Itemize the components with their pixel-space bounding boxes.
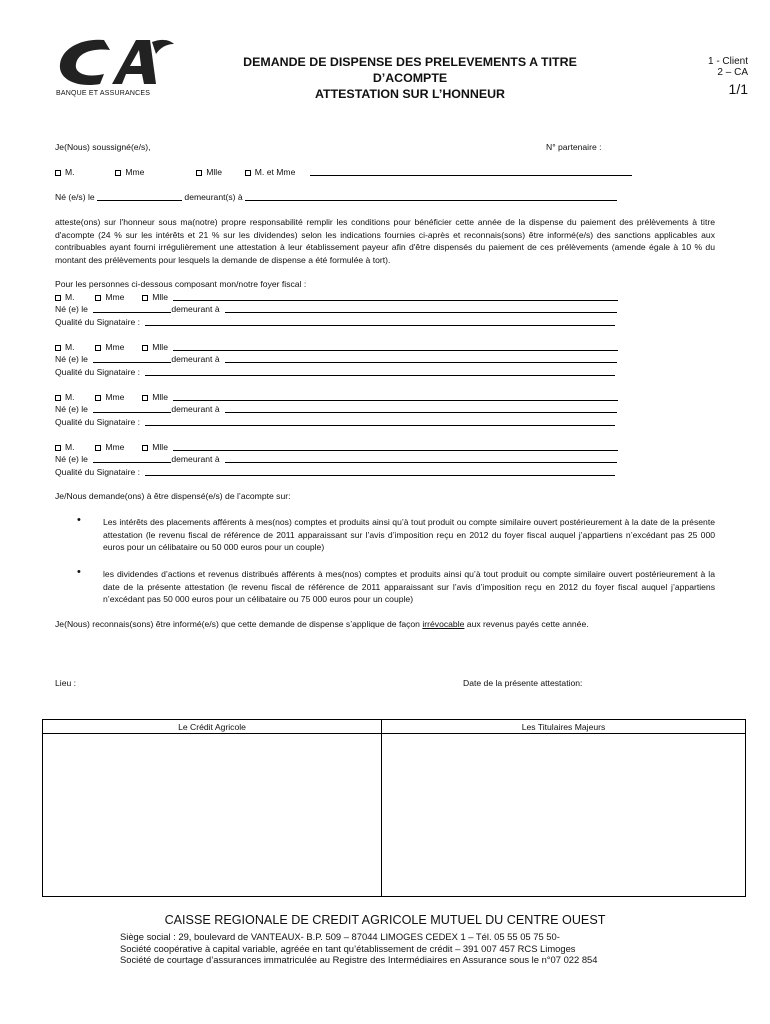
birth-residence-row: Né (e/s) le demeurant(s) à bbox=[55, 192, 617, 203]
request-dividends-text: les dividendes d’actions et revenus distribués afférents à mes(nos) comptes et produits ainsi qu’à tout produit ou compte similaire ouvert postérieurement à la date de la présente attestation (le revenu fiscal de référence de 2011 apparaissant sur l’avis d’imposition reçu en 2012 du foyer fiscal auquel j’appartiens n’excédant pas 50 000 euros pour un célibataire ou 75 000 euros pour un couple) bbox=[103, 569, 715, 604]
checkbox-mme[interactable]: Mme bbox=[95, 442, 124, 452]
request-interest-text: Les intérêts des placements afférents à mes(nos) comptes et produits ainsi qu’à tout produit ou compte similaire ouvert postérieurement à la date de la présente attestation (le revenu fiscal de référence de 2011 apparaissant sur l’avis d’imposition reçu en 2012 du foyer fiscal auquel j’appartiens n’excédant pas 25 000 euros pour un célibataire ou 50 000 euros pour un couple) bbox=[103, 517, 715, 552]
title-line-2: D’ACOMPTE bbox=[372, 71, 448, 85]
credit-agricole-signature-area[interactable] bbox=[44, 734, 380, 896]
checkbox-mlle[interactable]: Mlle bbox=[142, 442, 168, 452]
title-line-1: DEMANDE DE DISPENSE DES PRELEVEMENTS A TITRE bbox=[243, 55, 577, 69]
partner-number-label: N° partenaire : bbox=[546, 142, 602, 152]
signatory-quality-field[interactable] bbox=[145, 325, 615, 326]
checkbox-mme[interactable]: Mme bbox=[95, 292, 124, 302]
document-title bbox=[190, 54, 630, 102]
person-birth-date-field[interactable] bbox=[93, 362, 171, 363]
footer-bank-name: CAISSE REGIONALE DE CREDIT AGRICOLE MUTUEL DU CENTRE OUEST bbox=[164, 913, 606, 927]
person-birth-date-field[interactable] bbox=[93, 312, 171, 313]
footer-address: Siège social : 29, boulevard de VANTEAUX- B.P. 509 – 87044 LIMOGES CEDEX 1 – Tél. 05 55 05 75 50- bbox=[120, 931, 560, 942]
checkbox-mme[interactable]: Mme bbox=[95, 342, 124, 352]
person-name-field[interactable] bbox=[173, 300, 618, 301]
irrevocable-acknowledgement: Je(Nous) reconnais(sons) être informé(e/s) que cette demande de dispense s’applique de façon irrévocable aux revenus payés cette année. bbox=[55, 619, 589, 629]
signatory-quality-field[interactable] bbox=[145, 475, 615, 476]
person-residence-field[interactable] bbox=[225, 412, 617, 413]
checkbox-m[interactable]: M. bbox=[55, 392, 75, 402]
checkbox-mlle[interactable]: Mlle bbox=[142, 292, 168, 302]
page-number: 1/1 bbox=[728, 81, 748, 97]
copy-ca: 2 – CA bbox=[717, 67, 748, 78]
copy-client: 1 - Client bbox=[707, 56, 748, 67]
checkbox-m[interactable]: M. bbox=[55, 342, 75, 352]
footer-legal-info bbox=[120, 931, 597, 966]
person-residence-field[interactable] bbox=[225, 362, 617, 363]
names-field[interactable] bbox=[310, 175, 632, 176]
credit-agricole-logo bbox=[52, 34, 177, 100]
footer-insurance-registration: Société de courtage d’assurances immatriculée au Registre des Intermédiaires en Assurance sous le n°07 022 854 bbox=[120, 954, 598, 965]
attestation-date-label: Date de la présente attestation: bbox=[463, 678, 583, 688]
logo-tagline: BANQUE ET ASSURANCES bbox=[56, 90, 151, 97]
residence-field[interactable] bbox=[245, 200, 617, 201]
undersigned-label: Je(Nous) soussigné(e/s), bbox=[55, 142, 151, 152]
title-line-3: ATTESTATION SUR L’HONNEUR bbox=[315, 87, 505, 101]
checkbox-mlle[interactable]: Mlle bbox=[142, 342, 168, 352]
irrevocable-word: irrévocable bbox=[422, 619, 465, 629]
signature-table bbox=[42, 719, 746, 897]
declaration-paragraph: atteste(ons) sur l'honneur sous ma(notre) propre responsabilité remplir les conditions pour bénéficier cette année de la dispense du paiement des prélèvements à titre d'acompte (24 % sur les intérêts et 21 % sur les dividendes) selon les indications fournies ci-après et reconnais(sons) être informé(e/s) des sanctions applicables aux contribuables ayant fourni irrégulièrement une attestation à leur établissement payeur afin d'être dispensés du paiement de ces prélèvements (amende égale à 10 % du montant des prélèvements pour lesquels la demande de dispense a été formulée à tort). bbox=[55, 217, 715, 265]
holders-signature-area[interactable] bbox=[383, 734, 745, 896]
person-name-field[interactable] bbox=[173, 400, 618, 401]
checkbox-mme[interactable]: Mme bbox=[95, 392, 124, 402]
checkbox-m[interactable]: M. bbox=[55, 442, 75, 452]
copy-reference bbox=[670, 56, 748, 98]
person-birth-date-field[interactable] bbox=[93, 412, 171, 413]
title-choice-row bbox=[55, 167, 632, 178]
checkbox-m[interactable]: M. bbox=[55, 167, 75, 177]
checkbox-m[interactable]: M. bbox=[55, 292, 75, 302]
person-birth-date-field[interactable] bbox=[93, 462, 171, 463]
signature-col-holders: Les Titulaires Majeurs bbox=[521, 722, 606, 732]
checkbox-m-et-mme[interactable]: M. et Mme bbox=[245, 167, 296, 177]
bullet-icon: • bbox=[77, 514, 81, 526]
request-heading: Je/Nous demande(ons) à être dispensé(e/s) de l’acompte sur: bbox=[55, 491, 291, 501]
checkbox-mme[interactable]: Mme bbox=[115, 167, 144, 177]
person-residence-field[interactable] bbox=[225, 462, 617, 463]
place-label: Lieu : bbox=[55, 678, 77, 688]
person-residence-field[interactable] bbox=[225, 312, 617, 313]
footer-company-info: Société coopérative à capital variable, agréée en tant qu’établissement de crédit – 391 007 457 RCS Limoges bbox=[120, 942, 576, 954]
person-name-field[interactable] bbox=[173, 450, 618, 451]
checkbox-mlle[interactable]: Mlle bbox=[142, 392, 168, 402]
signatory-quality-field[interactable] bbox=[145, 425, 615, 426]
birth-date-field[interactable] bbox=[97, 200, 182, 201]
signatory-quality-field[interactable] bbox=[145, 375, 615, 376]
household-heading: Pour les personnes ci-dessous composant mon/notre foyer fiscal : bbox=[55, 279, 307, 289]
bullet-icon: • bbox=[77, 566, 81, 578]
checkbox-mlle[interactable]: Mlle bbox=[196, 167, 222, 177]
signature-col-credit-agricole: Le Crédit Agricole bbox=[178, 722, 246, 732]
person-name-field[interactable] bbox=[173, 350, 618, 351]
